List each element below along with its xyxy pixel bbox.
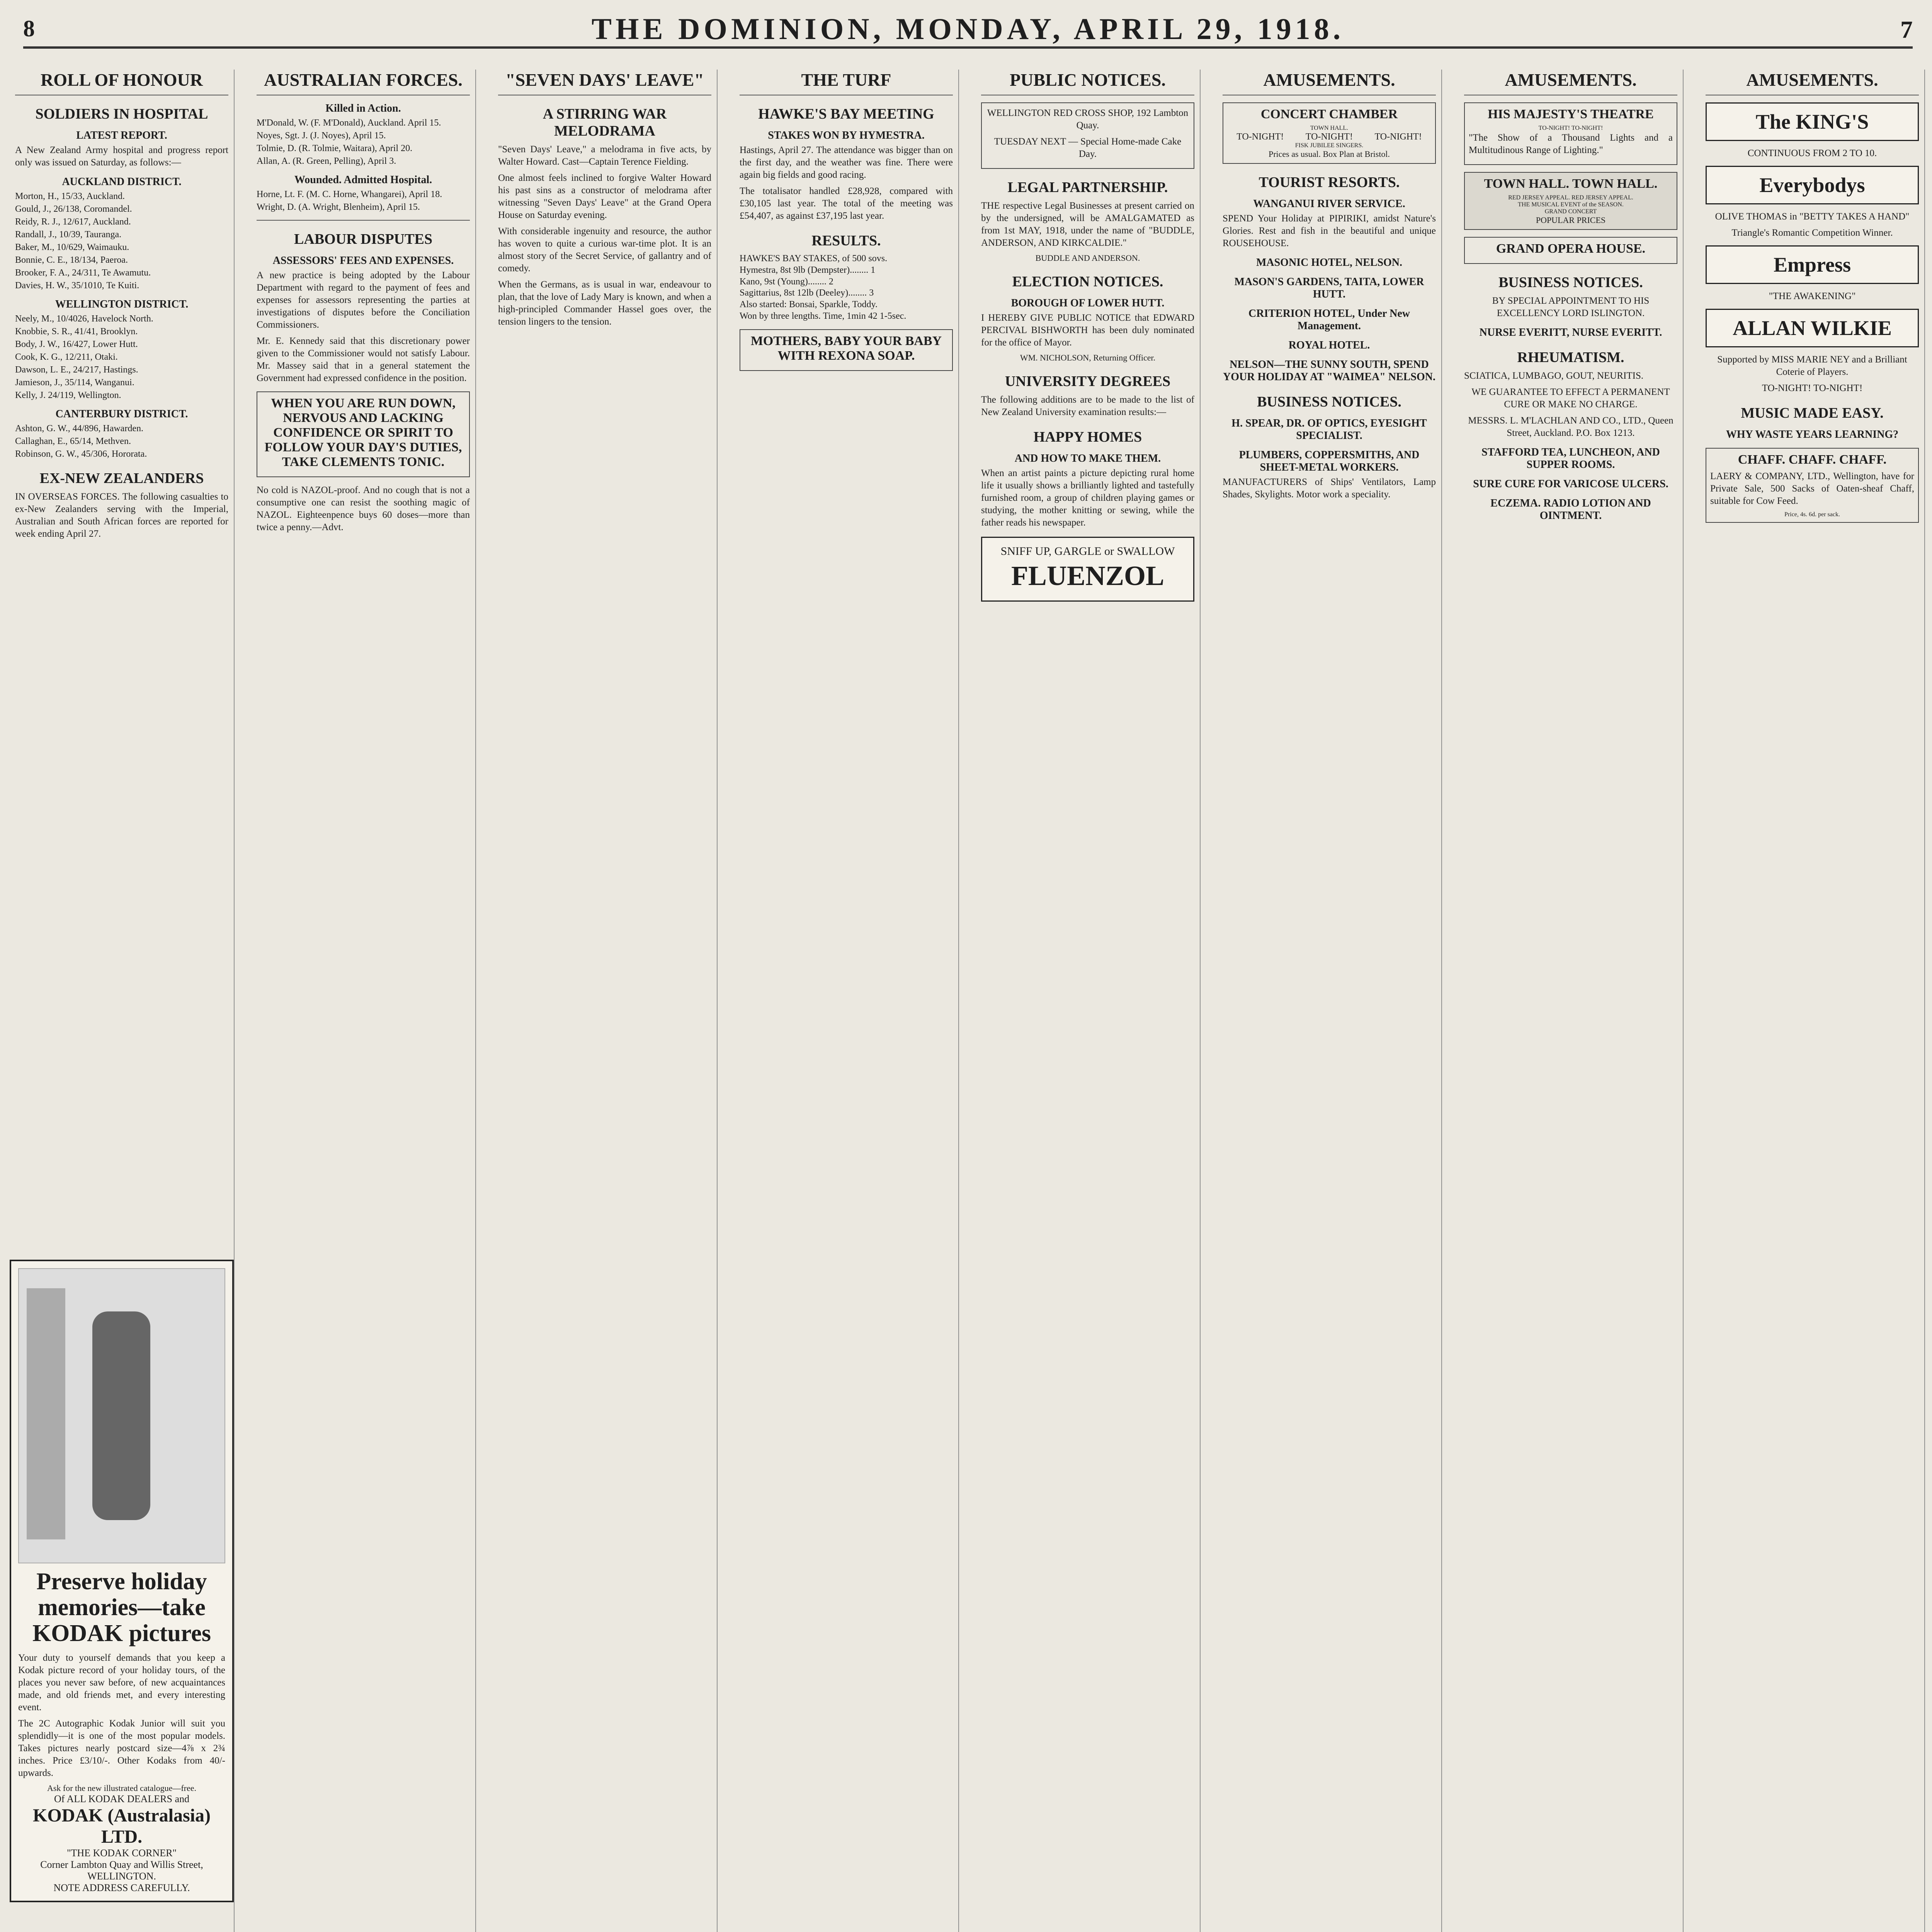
kodak-catalogue: Ask for the new illustrated catalogue—free. [47, 1783, 197, 1793]
forces-list-item: Tolmie, D. (R. Tolmie, Waitara), April 20. [257, 143, 413, 153]
red-cross-shop: WELLINGTON RED CROSS SHOP, 192 Lambton Quay. [987, 108, 1189, 131]
happy-homes-subheading: AND HOW TO MAKE THEM. [1014, 452, 1161, 464]
casualty-item: Davies, H. W., 35/1010, Te Kuiti. [15, 281, 139, 291]
amusements-heading: AMUSEMENTS. [1464, 70, 1677, 95]
rheumatism-heading: RHEUMATISM. [1517, 349, 1624, 366]
wellington-district-heading: WELLINGTON DISTRICT. [55, 298, 189, 310]
nazol-advertisement: No cold is NAZOL-proof. And no cough that is not a consumptive one can resist the soothing magic of NAZOL. Eighteenpence buys 60 doses—more than twice a penny.—Advt. [257, 485, 470, 532]
casualty-item: Randall, J., 10/39, Tauranga. [15, 230, 122, 240]
red-cross-notice [981, 102, 1194, 169]
everybodys-banner: Everybodys [1706, 166, 1919, 204]
empress-banner: Empress [1706, 245, 1919, 284]
casualty-item: Knobbie, S. R., 41/41, Brooklyn. [15, 327, 138, 337]
forces-list-item: M'Donald, W. (F. M'Donald), Auckland. April 15. [257, 118, 441, 128]
marie-ney: Supported by MISS MARIE NEY and a Brilliant Coterie of Players. [1717, 354, 1907, 377]
labour-disputes-heading: LABOUR DISPUTES [294, 231, 432, 247]
race-result-line: Sagittarius, 8st 12lb (Deeley)........ 3 [740, 288, 874, 298]
kodak-address: Corner Lambton Quay and Willis Street, WELLINGTON. [40, 1859, 203, 1882]
fluenzol-ad [981, 537, 1194, 602]
town-hall-ad [1464, 172, 1677, 230]
column-amusements-3 [1700, 70, 1925, 1932]
australian-forces-heading: AUSTRALIAN FORCES. [257, 70, 470, 95]
casualty-item: Baker, M., 10/629, Waimauku. [15, 242, 129, 252]
tourist-resorts-heading: TOURIST RESORTS. [1259, 174, 1400, 190]
race-result-line: HAWKE'S BAY STAKES, of 500 sovs. [740, 253, 888, 264]
casualty-item: Reidy, R. J., 12/617, Auckland. [15, 217, 131, 227]
rexona-ad [740, 329, 953, 371]
maclachlan-address: MESSRS. L. M'LACHLAN AND CO., LTD., Queen Street, Auckland. P.O. Box 1213. [1468, 415, 1673, 438]
latest-report-heading: LATEST REPORT. [76, 129, 167, 141]
business-notices-heading: BUSINESS NOTICES. [1257, 394, 1401, 410]
results-heading: RESULTS. [811, 233, 881, 249]
seven-days-leave-text: With considerable ingenuity and resource, the author has woven to quite a curious war-time plot. It is an almost story of the Secret Service, of gallantry and of comedy. [498, 226, 711, 274]
plumbers-heading: PLUMBERS, COPPERSMITHS, AND SHEET-METAL WORKERS. [1239, 449, 1420, 473]
kings-banner: The KING'S [1706, 102, 1919, 141]
nelson-waimea: NELSON—THE SUNNY SOUTH, SPEND YOUR HOLIDAY AT "WAIMEA" NELSON. [1223, 359, 1435, 383]
war-melodrama-heading: A STIRRING WAR MELODRAMA [543, 106, 667, 139]
amusements-heading: AMUSEMENTS. [1706, 70, 1919, 95]
page-number-left: 8 [23, 16, 35, 41]
university-degrees-text: The following additions are to be made to the list of New Zealand University examination results:— [981, 395, 1194, 417]
wellington-list [15, 313, 228, 401]
his-majesty-ad [1464, 102, 1677, 165]
labour-disputes-text-2: Mr. E. Kennedy said that this discretionary power given to the Commissioner would not satisfy Labour. Mr. Massey said that in a general statement the Government had expressed confidence in the position. [257, 336, 470, 383]
forces-list-item: Horne, Lt. F. (M. C. Horne, Whangarei), April 18. [257, 189, 442, 199]
wanganui-text: SPEND Your Holiday at PIPIRIKI, amidst Nature's Glories. Rest and fish in the beautiful and unique ROUSEHOUSE. [1223, 213, 1436, 248]
why-waste-heading: WHY WASTE YEARS LEARNING? [1726, 429, 1899, 440]
seven-days-leave-heading: "SEVEN DAYS' LEAVE" [498, 70, 711, 95]
kodak-headline: Preserve holiday memories—take KODAK pictures [32, 1568, 211, 1646]
column-seven-days-leave [493, 70, 718, 1932]
ex-new-zealanders-text: IN OVERSEAS FORCES. The following casualties to ex-New Zealanders serving with the Imperial, Australian and South African forces are reported for week ending April 27. [15, 492, 228, 539]
kodak-footer [18, 1793, 225, 1894]
prices: Prices as usual. Box Plan at Bristol. [1268, 149, 1390, 159]
popular-prices: POPULAR PRICES [1536, 215, 1606, 225]
kodak-advertisement [10, 1260, 234, 1902]
casualty-item: Cook, K. G., 12/211, Otaki. [15, 352, 118, 362]
hawkes-bay-heading: HAWKE'S BAY MEETING [758, 106, 934, 122]
seven-days-leave-text: When the Germans, as is usual in war, endeavour to plan, that the love of Lady Mary is known, and when a high-principled Commander Hassel goes over, the tension lingers to the tension. [498, 279, 711, 327]
forces-list-item: Allan, A. (R. Green, Pelling), April 3. [257, 156, 396, 166]
page-number-right: 7 [1900, 16, 1913, 43]
law-firm-name: BUDDLE AND ANDERSON. [1035, 253, 1140, 263]
masons-gardens: MASON'S GARDENS, TAITA, LOWER HUTT. [1234, 276, 1424, 300]
race-results [740, 253, 953, 322]
casualty-item: Jamieson, J., 35/114, Wanganui. [15, 378, 134, 388]
casualty-item: Morton, H., 15/33, Auckland. [15, 191, 125, 201]
amusements-heading: AMUSEMENTS. [1223, 70, 1436, 95]
tree-silhouette [27, 1288, 65, 1539]
wounded-heading: Wounded. Admitted Hospital. [294, 174, 432, 186]
column-roll-of-honour [10, 70, 235, 1932]
olive-thomas: OLIVE THOMAS in "BETTY TAKES A HAND" [1715, 211, 1910, 222]
race-result-line: Kano, 9st (Young)........ 2 [740, 276, 833, 287]
returning-officer: WM. NICHOLSON, Returning Officer. [1020, 353, 1156, 362]
legal-partnership-heading: LEGAL PARTNERSHIP. [1007, 179, 1168, 196]
royal-hotel: ROYAL HOTEL. [1288, 339, 1370, 351]
chaff-price: Price, 4s. 6d. per sack. [1784, 511, 1840, 518]
manufacturers-text: MANUFACTURERS of Ships' Ventilators, Lamp Shades, Skylights. Motor work a speciality. [1223, 477, 1436, 500]
guarantee-text: WE GUARANTEE TO EFFECT A PERMANENT CURE OR MAKE NO CHARGE. [1471, 387, 1670, 410]
killed-in-action-heading: Killed in Action. [325, 102, 401, 114]
canterbury-district-heading: CANTERBURY DISTRICT. [55, 408, 188, 420]
column-amusements-2 [1459, 70, 1684, 1932]
fisk-jubilee: FISK JUBILEE SINGERS. [1295, 142, 1364, 149]
masthead [23, 12, 1913, 49]
race-result-line: Hymestra, 8st 9lb (Dempster)........ 1 [740, 265, 876, 275]
clements-tonic-ad [257, 391, 470, 477]
awakening-title: "THE AWAKENING" [1769, 291, 1856, 301]
soldiers-hospital-heading: SOLDIERS IN HOSPITAL [35, 106, 208, 122]
triangle-text: Triangle's Romantic Competition Winner. [1731, 228, 1893, 238]
tonight-label: TO-NIGHT! [1305, 132, 1353, 142]
his-majesty-theatre: HIS MAJESTY'S THEATRE [1488, 107, 1654, 121]
column-australian-forces [251, 70, 476, 1932]
roll-of-honour-heading: ROLL OF HONOUR [15, 70, 228, 95]
concert-chamber-ad [1223, 102, 1436, 164]
red-jersey: RED JERSEY APPEAL. RED JERSEY APPEAL. [1508, 194, 1633, 201]
labour-disputes-subheading: ASSESSORS' FEES AND EXPENSES. [272, 255, 454, 267]
grand-opera-house: GRAND OPERA HOUSE. [1496, 242, 1646, 256]
hospital-intro: A New Zealand Army hospital and progress report only was issued on Saturday, as follows:— [15, 145, 228, 168]
show-description: "The Show of a Thousand Lights and a Multitudinous Range of Lighting." [1469, 133, 1673, 155]
legal-partnership-text: THE respective Legal Businesses at present carried on by the undersigned, will be AMALGAMATED as from 1st MAY, 1918, under the name of "BUDDLE, ANDERSON, AND KIRKCALDIE." [981, 201, 1194, 248]
grand-concert: GRAND CONCERT [1544, 208, 1597, 215]
public-notices-heading: PUBLIC NOTICES. [981, 70, 1194, 95]
seven-days-leave-text: One almost feels inclined to forgive Walter Howard his past sins as a constructor of melodrama after witnessing "Seven Days' Leave" at the Grand Opera House on Saturday evening. [498, 173, 711, 220]
casualty-item: Dawson, L. E., 24/217, Hastings. [15, 365, 138, 375]
column-amusements-1 [1217, 70, 1442, 1932]
concert-chamber: CONCERT CHAMBER [1260, 107, 1398, 121]
column-rule [257, 220, 470, 221]
eczema-heading: ECZEMA. RADIO LOTION AND OINTMENT. [1490, 497, 1651, 522]
business-notices-heading: BUSINESS NOTICES. [1498, 274, 1643, 291]
election-notices-heading: ELECTION NOTICES. [1012, 274, 1163, 290]
rexona-copy: MOTHERS, BABY YOUR BABY WITH REXONA SOAP. [750, 333, 942, 363]
music-made-easy-heading: MUSIC MADE EASY. [1741, 405, 1884, 421]
musical-event: THE MUSICAL EVENT of the SEASON. [1518, 201, 1624, 208]
sciatica-text: SCIATICA, LUMBAGO, GOUT, NEURITIS. [1464, 371, 1644, 381]
casualty-item: Gould, J., 26/138, Coromandel. [15, 204, 132, 214]
borough-election-text: I HEREBY GIVE PUBLIC NOTICE that EDWARD PERCIVAL BISHWORTH has been duly nominated for the office of Mayor. [981, 313, 1194, 348]
kodak-note: NOTE ADDRESS CAREFULLY. [53, 1882, 190, 1893]
casualty-item: Neely, M., 10/4026, Havelock North. [15, 314, 153, 324]
laery-text: LAERY & COMPANY, LTD., Wellington, have for Private Sale, 500 Sacks of Oaten-sheaf Chaff, suitable for Cow Feed. [1710, 471, 1914, 506]
town-hall-heading: TOWN HALL. TOWN HALL. [1484, 177, 1658, 191]
column-turf [734, 70, 959, 1932]
casualty-item: Kelly, J. 24/119, Wellington. [15, 390, 121, 400]
labour-disputes-text: A new practice is being adopted by the Labour Department with regard to the payment of fees and expenses for assessors representing the parties at investigations of disputes before the Conciliation Commissioners. [257, 270, 470, 330]
tonight-grid [1227, 132, 1431, 142]
kodak-company: KODAK (Australasia) LTD. [33, 1805, 211, 1847]
wanganui-heading: WANGANUI RIVER SERVICE. [1253, 198, 1405, 210]
casualty-item: Robinson, G. W., 45/306, Hororata. [15, 449, 147, 459]
special-appointment: BY SPECIAL APPOINTMENT TO HIS EXCELLENCY LORD ISLINGTON. [1492, 296, 1650, 318]
happy-homes-text: When an artist paints a picture depicting rural home life it usually shows a brilliantly lighted and tastefully furnished room, a group of children playing games or studying, the mother knitting or sewing, while the father reads his newspaper. [981, 468, 1194, 528]
varicose-cure: SURE CURE FOR VARICOSE ULCERS. [1473, 478, 1668, 490]
chaff-heading: CHAFF. CHAFF. CHAFF. [1738, 452, 1887, 467]
kodak-illustration [18, 1268, 225, 1563]
woman-photographer-silhouette [92, 1311, 150, 1520]
race-result-line: Also started: Bonsai, Sparkle, Toddy. [740, 299, 878, 310]
seven-days-leave-text: "Seven Days' Leave," a melodrama in five acts, by Walter Howard. Cast—Captain Terence Fielding. [498, 144, 711, 167]
university-degrees-heading: UNIVERSITY DEGREES [1005, 373, 1171, 389]
hymestra-stakes-heading: STAKES WON BY HYMESTRA. [768, 129, 925, 141]
nurse-everitt: NURSE EVERITT, NURSE EVERITT. [1479, 327, 1662, 338]
newspaper-title: THE DOMINION, MONDAY, APRIL 29, 1918. [591, 12, 1345, 46]
turf-heading: THE TURF [740, 70, 953, 95]
ex-new-zealanders-heading: EX-NEW ZEALANDERS [39, 470, 204, 486]
allan-wilkie-banner: ALLAN WILKIE [1706, 309, 1919, 347]
kodak-corner: "THE KODAK CORNER" [66, 1847, 177, 1859]
casualty-item: Bonnie, C. E., 18/134, Paeroa. [15, 255, 128, 265]
grand-opera-house-ad [1464, 237, 1677, 264]
auckland-district-heading: AUCKLAND DISTRICT. [62, 176, 182, 188]
fluenzol-brand: FLUENZOL [1011, 560, 1165, 591]
kodak-body-2: The 2C Autographic Kodak Junior will suit you splendidly—it is one of the most popular models. Takes pictures nearly postcard size—4⅞ x 2¾ inches. Price £3/10/-. Other Kodaks from 40/- upwards. [18, 1718, 225, 1778]
stafford-rooms: STAFFORD TEA, LUNCHEON, AND SUPPER ROOMS. [1481, 446, 1660, 471]
masonic-hotel: MASONIC HOTEL, NELSON. [1256, 257, 1403, 269]
forces-list-item: Noyes, Sgt. J. (J. Noyes), April 15. [257, 131, 386, 141]
clements-tonic-copy: WHEN YOU ARE RUN DOWN, NERVOUS AND LACKING CONFIDENCE OR SPIRIT TO FOLLOW YOUR DAY'S DUTIES, TAKE CLEMENTS TONIC. [264, 396, 462, 469]
column-public-notices [976, 70, 1201, 1932]
forces-list-item: Wright, D. (A. Wright, Blenheim), April 15. [257, 202, 420, 212]
kodak-body: Your duty to yourself demands that you keep a Kodak picture record of your holiday tours, of the places you never saw before, of new acquaintances made, and old friends met, and every interesting event. [18, 1652, 225, 1713]
kodak-dealers: Of ALL KODAK DEALERS and [54, 1793, 189, 1804]
casualty-item: Ashton, G. W., 44/896, Hawarden. [15, 423, 143, 434]
tonight-label: TO-NIGHT! TO-NIGHT! [1538, 125, 1603, 131]
kings-continuous: CONTINUOUS FROM 2 TO 10. [1747, 148, 1877, 158]
town-hall: TOWN HALL. [1310, 125, 1349, 131]
race-result-line: Won by three lengths. Time, 1min 42 1-5sec. [740, 311, 906, 321]
canterbury-list [15, 423, 228, 460]
tonight-label: TO-NIGHT! TO-NIGHT! [1762, 383, 1863, 393]
auckland-list [15, 190, 228, 291]
fluenzol-tagline: SNIFF UP, GARGLE or SWALLOW [1000, 545, 1175, 558]
turf-text: The totalisator handled £28,928, compared with £30,105 last year. The total of the meeting was £54,407, as against £37,195 last year. [740, 186, 953, 221]
borough-heading: BOROUGH OF LOWER HUTT. [1011, 297, 1165, 309]
chaff-ad [1706, 448, 1919, 523]
turf-text: Hastings, April 27. The attendance was bigger than on the first day, and the weather was fine. There were again big fields and good racing. [740, 145, 953, 180]
spear-optics: H. SPEAR, DR. OF OPTICS, EYESIGHT SPECIALIST. [1231, 417, 1427, 442]
criterion-hotel: CRITERION HOTEL, Under New Management. [1248, 308, 1410, 332]
cake-day: TUESDAY NEXT — Special Home-made Cake Day. [994, 136, 1182, 159]
casualty-item: Brooker, F. A., 24/311, Te Awamutu. [15, 268, 151, 278]
happy-homes-heading: HAPPY HOMES [1033, 429, 1142, 445]
tonight-label: TO-NIGHT! [1236, 132, 1284, 142]
casualty-item: Body, J. W., 16/427, Lower Hutt. [15, 339, 138, 349]
tonight-label: TO-NIGHT! [1374, 132, 1422, 142]
casualty-item: Callaghan, E., 65/14, Methven. [15, 436, 131, 446]
